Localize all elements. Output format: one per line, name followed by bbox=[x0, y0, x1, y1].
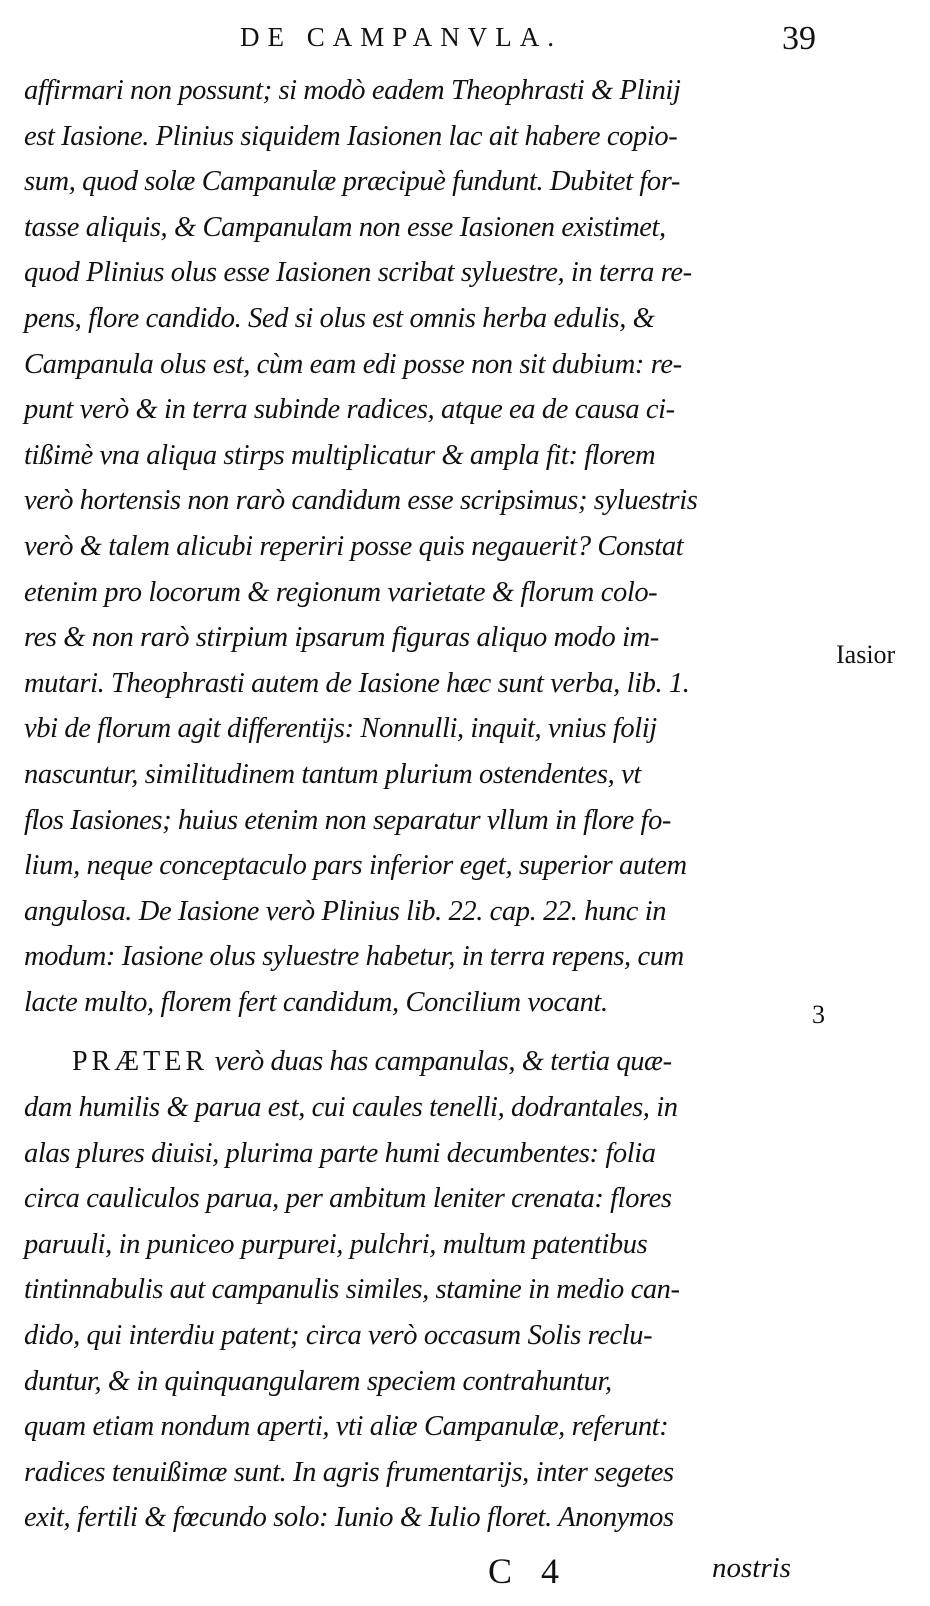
text-line: verò hortensis non rarò candidum esse scripsimus; syluestris bbox=[24, 485, 698, 517]
opening-word: PRÆTER bbox=[72, 1046, 209, 1078]
text-line: verò & talem alicubi reperiri posse quis negauerit? Constat bbox=[24, 530, 684, 562]
text-line: tasse aliquis, & Campanulam non esse Iasionen existimet, bbox=[24, 211, 666, 243]
text-line: exit, fertili & fœcundo solo: Iunio & Iulio floret. Anonymos bbox=[24, 1502, 674, 1534]
signature-mark: C 4 bbox=[488, 1551, 570, 1591]
text-line: paruuli, in puniceo purpurei, pulchri, multum patentibus bbox=[24, 1228, 648, 1260]
text-line: dido, qui interdiu patent; circa verò occasum Solis reclu- bbox=[24, 1320, 653, 1352]
text-line: est Iasione. Plinius siquidem Iasionen lac ait habere copio- bbox=[24, 120, 678, 152]
paragraph-2 bbox=[24, 1039, 824, 1541]
text-line: res & non rarò stirpium ipsarum figuras aliquo modo im- bbox=[24, 622, 659, 654]
catchword: nostris bbox=[712, 1552, 791, 1584]
text-line: circa cauliculos parua, per ambitum leniter crenata: flores bbox=[24, 1183, 672, 1215]
margin-note: Iasior bbox=[836, 640, 896, 669]
text-line: vbi de florum agit differentijs: Nonnulli, inquit, vnius folij bbox=[24, 713, 657, 745]
text-line: tintinnabulis aut campanulis similes, stamine in medio can- bbox=[24, 1274, 680, 1306]
text-line: lium, neque conceptaculo pars inferior eget, superior autem bbox=[24, 850, 687, 882]
text-line: sum, quod solæ Campanulæ præcipuè fundunt. Dubitet for- bbox=[24, 166, 680, 198]
text-line: dam humilis & parua est, cui caules tenelli, dodrantales, in bbox=[24, 1092, 678, 1124]
text-line: quam etiam nondum aperti, vti aliæ Campanulæ, referunt: bbox=[24, 1411, 669, 1443]
text-line: etenim pro locorum & regionum varietate & florum colo- bbox=[24, 576, 658, 608]
text-line: radices tenuißimæ sunt. In agris frumentarijs, inter segetes bbox=[24, 1456, 674, 1488]
paragraph-1 bbox=[24, 68, 824, 1025]
text-line: angulosa. De Iasione verò Plinius lib. 22. cap. 22. hunc in bbox=[24, 895, 667, 927]
text-line: lacte multo, florem fert candidum, Concilium vocant. bbox=[24, 986, 608, 1018]
text-line: tißimè vna aliqua stirps multiplicatur & ampla fit: florem bbox=[24, 439, 656, 471]
text-line: quod Plinius olus esse Iasionen scribat syluestre, in terra re- bbox=[24, 257, 692, 289]
text-line: flos Iasiones; huius etenim non separatur vllum in flore fo- bbox=[24, 804, 672, 836]
text-line: nascuntur, similitudinem tantum plurium ostendentes, vt bbox=[24, 758, 641, 790]
text-line: pens, flore candido. Sed si olus est omnis herba edulis, & bbox=[24, 302, 655, 334]
page-number: 39 bbox=[782, 20, 816, 57]
text-line: alas plures diuisi, plurima parte humi decumbentes: folia bbox=[24, 1137, 656, 1169]
text-line: duntur, & in quinquangularem speciem contrahuntur, bbox=[24, 1365, 612, 1397]
text-line: punt verò & in terra subinde radices, atque ea de causa ci- bbox=[24, 394, 675, 426]
running-head: DE CAMPANVLA. bbox=[240, 22, 563, 52]
body-text bbox=[24, 68, 824, 1541]
first-line-text: verò duas has campanulas, & tertia quæ- bbox=[208, 1046, 672, 1078]
text-line: modum: Iasione olus syluestre habetur, in terra repens, cum bbox=[24, 941, 684, 973]
text-line: mutari. Theophrasti autem de Iasione hæc sunt verba, lib. 1. bbox=[24, 667, 690, 699]
margin-number: 3 bbox=[812, 1000, 825, 1029]
paragraph-2-first-line bbox=[24, 1039, 824, 1085]
text-line: Campanula olus est, cùm eam edi posse non sit dubium: re- bbox=[24, 348, 682, 380]
text-line: affirmari non possunt; si modò eadem Theophrasti & Plinij bbox=[24, 75, 681, 106]
